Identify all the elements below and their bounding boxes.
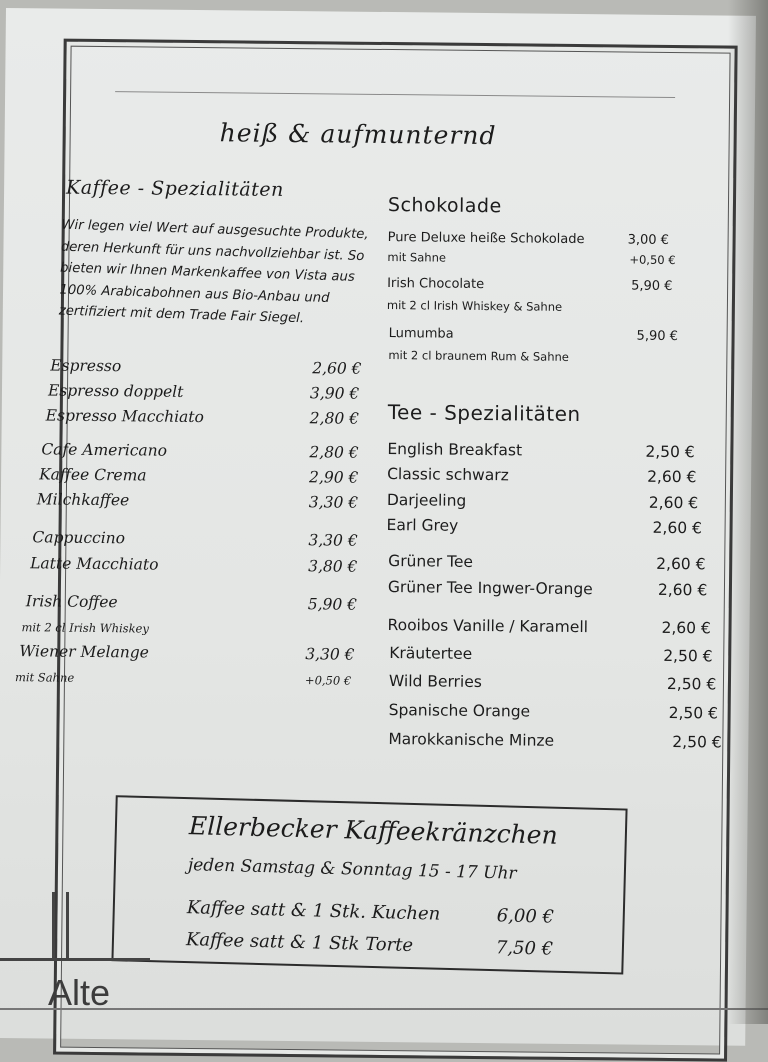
menu-item: Earl Grey 2,60 €	[386, 516, 702, 538]
menu-item: Irish Chocolate 5,90 €	[387, 276, 673, 294]
chocolate-heading: Schokolade	[387, 194, 502, 218]
page-shadow	[728, 0, 768, 1024]
menu-item: Espresso Macchiato 2,80 €	[45, 406, 360, 428]
menu-item: Pure Deluxe heiße Schokolade 3,00 €	[387, 230, 670, 248]
menu-item-note: mit Sahne +0,50 €	[387, 250, 676, 268]
kaffeekraenzchen-box	[111, 795, 627, 974]
menu-item: Spanische Orange 2,50 €	[388, 701, 719, 723]
menu-item: English Breakfast 2,50 €	[387, 440, 695, 462]
special-item: Kaffee satt & 1 Stk Torte 7,50 €	[185, 929, 554, 960]
menu-item: Wiener Melange 3,30 €	[19, 642, 355, 664]
menu-item-note: mit 2 cl braunem Rum & Sahne	[388, 348, 569, 364]
coffee-intro: Wir legen viel Wert auf ausgesuchte Produkte, deren Herkunft für uns nachvollziehbar ist. So bieten wir Ihnen Markenkaffee von Vista aus 100% Arabicabohnen aus Bio-Anbau und zertifiziert mit dem Trade Fair Siegel.	[58, 217, 369, 327]
menu-item: Cappuccino 3,30 €	[32, 528, 358, 550]
menu-item: Irish Coffee 5,90 €	[25, 592, 358, 614]
menu-item: Rooibos Vanille / Karamell 2,60 €	[387, 616, 711, 638]
special-subtitle: jeden Samstag & Sonntag 15 - 17 Uhr	[187, 855, 517, 884]
menu-item: Cafe Americano 2,80 €	[41, 440, 359, 462]
menu-item: Marokkanische Minze 2,50 €	[388, 730, 722, 752]
background-text: Alte	[48, 972, 111, 1013]
menu-title: heiß & aufmunternd	[219, 118, 497, 151]
deco-line	[0, 1008, 768, 1010]
menu-item: Kaffee Crema 2,90 €	[39, 465, 359, 487]
coffee-heading: Kaffee - Spezialitäten	[66, 176, 284, 201]
menu-sheet	[0, 8, 756, 1046]
menu-item: Darjeeling 2,60 €	[386, 491, 699, 513]
menu-item: Kräutertee 2,50 €	[389, 644, 713, 666]
menu-item-note: mit 2 cl Irish Whiskey & Sahne	[386, 298, 563, 314]
deco-line	[0, 958, 150, 961]
deco-line	[52, 892, 55, 960]
menu-item: Classic schwarz 2,60 €	[387, 465, 697, 487]
menu-item-note: mit Sahne +0,50 €	[14, 670, 352, 688]
deco-line	[66, 892, 69, 960]
menu-item: Espresso doppelt 3,90 €	[47, 381, 360, 403]
menu-item: Espresso 2,60 €	[50, 356, 362, 378]
menu-item-note: mit 2 cl Irish Whiskey	[21, 620, 149, 636]
special-item: Kaffee satt & 1 Stk. Kuchen 6,00 €	[186, 897, 555, 928]
menu-item: Grüner Tee 2,60 €	[388, 552, 706, 574]
menu-item: Wild Berries 2,50 €	[388, 672, 717, 694]
tea-heading: Tee - Spezialitäten	[387, 400, 581, 427]
menu-item: Grüner Tee Ingwer-Orange 2,60 €	[387, 578, 708, 600]
menu-item: Milchkaffee 3,30 €	[36, 490, 359, 512]
menu-item: Lumumba 5,90 €	[388, 326, 679, 345]
special-title: Ellerbecker Kaffeekränzchen	[188, 811, 559, 850]
menu-item: Latte Macchiato 3,80 €	[30, 554, 358, 576]
